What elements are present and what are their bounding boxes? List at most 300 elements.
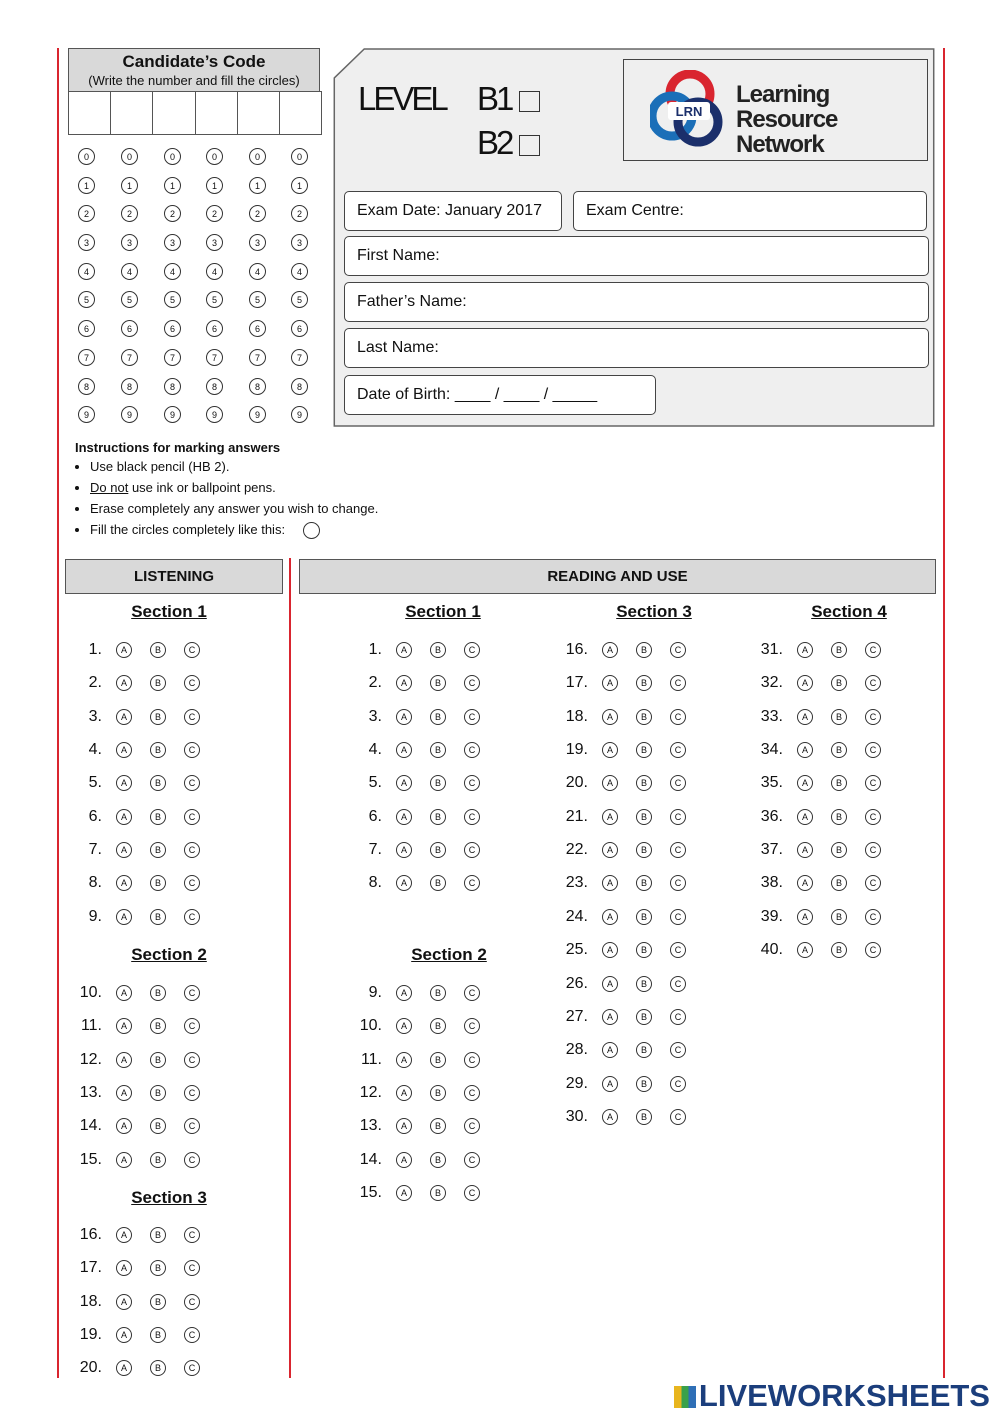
answer-bubble-b[interactable]: B bbox=[831, 675, 847, 691]
code-box[interactable] bbox=[153, 91, 195, 135]
answer-bubble-a[interactable]: A bbox=[116, 909, 132, 925]
listening-header: LISTENING bbox=[65, 559, 283, 594]
question-number: 29. bbox=[565, 1074, 588, 1092]
digit-bubble-7[interactable]: 7 bbox=[291, 349, 308, 366]
answer-bubble-a[interactable]: A bbox=[396, 1118, 412, 1134]
answer-bubble-c[interactable]: C bbox=[670, 775, 686, 791]
last-name-field[interactable]: Last Name: bbox=[344, 328, 929, 368]
answer-bubble-a[interactable]: A bbox=[116, 675, 132, 691]
fathers-name-field[interactable]: Father’s Name: bbox=[344, 282, 929, 322]
answer-bubble-c[interactable]: C bbox=[865, 675, 881, 691]
answer-bubble-b[interactable]: B bbox=[150, 1260, 166, 1276]
answer-bubble-a[interactable]: A bbox=[116, 1052, 132, 1068]
answer-bubble-a[interactable]: A bbox=[396, 775, 412, 791]
answer-bubble-b[interactable]: B bbox=[150, 809, 166, 825]
answer-bubble-a[interactable]: A bbox=[116, 1118, 132, 1134]
answer-bubble-b[interactable]: B bbox=[430, 809, 446, 825]
answer-bubble-b[interactable]: B bbox=[430, 742, 446, 758]
question-number: 11. bbox=[80, 1017, 102, 1035]
digit-bubble-7[interactable]: 7 bbox=[249, 349, 266, 366]
answer-bubble-c[interactable]: C bbox=[865, 909, 881, 925]
digit-bubble-6[interactable]: 6 bbox=[206, 320, 223, 337]
question-row bbox=[554, 940, 704, 960]
answer-bubble-c[interactable]: C bbox=[184, 1360, 200, 1376]
answer-bubble-c[interactable]: C bbox=[865, 642, 881, 658]
answer-bubble-b[interactable]: B bbox=[636, 976, 652, 992]
answer-bubble-b[interactable]: B bbox=[636, 1109, 652, 1125]
answer-bubble-a[interactable]: A bbox=[396, 1052, 412, 1068]
answer-bubble-b[interactable]: B bbox=[636, 675, 652, 691]
question-row bbox=[348, 740, 498, 760]
answer-bubble-b[interactable]: B bbox=[430, 775, 446, 791]
answer-bubble-a[interactable]: A bbox=[396, 675, 412, 691]
logo-box bbox=[623, 59, 928, 161]
answer-bubble-a[interactable]: A bbox=[602, 642, 618, 658]
digit-bubble-5[interactable]: 5 bbox=[121, 291, 138, 308]
answer-bubble-b[interactable]: B bbox=[430, 1052, 446, 1068]
answer-bubble-c[interactable]: C bbox=[670, 909, 686, 925]
question-number: 8. bbox=[88, 874, 102, 892]
digit-bubble-0[interactable]: 0 bbox=[249, 148, 266, 165]
answer-bubble-c[interactable]: C bbox=[670, 1009, 686, 1025]
question-row bbox=[68, 873, 218, 893]
first-name-field[interactable]: First Name: bbox=[344, 236, 929, 276]
digit-bubble-6[interactable]: 6 bbox=[78, 320, 95, 337]
answer-bubble-a[interactable]: A bbox=[797, 642, 813, 658]
digit-bubble-8[interactable]: 8 bbox=[291, 378, 308, 395]
answer-bubble-a[interactable]: A bbox=[396, 1185, 412, 1201]
answer-bubble-b[interactable]: B bbox=[831, 809, 847, 825]
watermark-text: LIVEWORKSHEETS bbox=[698, 1378, 990, 1413]
answer-bubble-c[interactable]: C bbox=[670, 942, 686, 958]
answer-bubble-c[interactable]: C bbox=[865, 775, 881, 791]
digit-bubble-0[interactable]: 0 bbox=[206, 148, 223, 165]
logo-badge-text: LRN bbox=[675, 104, 703, 119]
answer-bubble-b[interactable]: B bbox=[150, 675, 166, 691]
digit-bubble-9[interactable]: 9 bbox=[78, 406, 95, 423]
digit-bubble-8[interactable]: 8 bbox=[206, 378, 223, 395]
answer-bubble-a[interactable]: A bbox=[396, 709, 412, 725]
answer-bubble-c[interactable]: C bbox=[184, 642, 200, 658]
listening-section-1-title: Section 1 bbox=[131, 602, 207, 621]
question-number: 13. bbox=[359, 1117, 382, 1135]
digit-bubble-3[interactable]: 3 bbox=[206, 234, 223, 251]
exam-date-field[interactable]: Exam Date: January 2017 bbox=[344, 191, 562, 231]
answer-bubble-b[interactable]: B bbox=[150, 985, 166, 1001]
answer-bubble-c[interactable]: C bbox=[670, 742, 686, 758]
answer-bubble-c[interactable]: C bbox=[184, 1294, 200, 1310]
code-box[interactable] bbox=[68, 91, 111, 135]
answer-bubble-b[interactable]: B bbox=[636, 709, 652, 725]
answer-bubble-c[interactable]: C bbox=[670, 875, 686, 891]
question-row bbox=[554, 707, 704, 727]
answer-bubble-c[interactable]: C bbox=[670, 709, 686, 725]
answer-bubble-c[interactable]: C bbox=[464, 809, 480, 825]
answer-bubble-a[interactable]: A bbox=[116, 1260, 132, 1276]
digit-bubble-2[interactable]: 2 bbox=[249, 205, 266, 222]
answer-bubble-b[interactable]: B bbox=[430, 675, 446, 691]
question-number: 31. bbox=[760, 641, 783, 658]
answer-bubble-b[interactable]: B bbox=[430, 1118, 446, 1134]
answer-bubble-c[interactable]: C bbox=[184, 1118, 200, 1134]
digit-bubble-7[interactable]: 7 bbox=[121, 349, 138, 366]
answer-bubble-a[interactable]: A bbox=[116, 742, 132, 758]
answer-bubble-b[interactable]: B bbox=[430, 842, 446, 858]
digit-bubble-1[interactable]: 1 bbox=[249, 177, 266, 194]
digit-bubble-5[interactable]: 5 bbox=[164, 291, 181, 308]
answer-bubble-a[interactable]: A bbox=[602, 675, 618, 691]
digit-bubble-7[interactable]: 7 bbox=[206, 349, 223, 366]
answer-bubble-c[interactable]: C bbox=[184, 809, 200, 825]
question-row bbox=[749, 707, 899, 727]
answer-bubble-b[interactable]: B bbox=[430, 1085, 446, 1101]
question-row bbox=[68, 1050, 218, 1070]
answer-bubble-c[interactable]: C bbox=[865, 742, 881, 758]
answer-bubble-a[interactable]: A bbox=[797, 942, 813, 958]
code-box[interactable] bbox=[196, 91, 238, 135]
answer-bubble-a[interactable]: A bbox=[602, 1009, 618, 1025]
answer-bubble-b[interactable]: B bbox=[150, 642, 166, 658]
digit-bubble-5[interactable]: 5 bbox=[291, 291, 308, 308]
answer-bubble-c[interactable]: C bbox=[184, 1260, 200, 1276]
answer-bubble-b[interactable]: B bbox=[150, 775, 166, 791]
example-circle-icon bbox=[303, 522, 320, 539]
level-b1-checkbox[interactable] bbox=[519, 91, 540, 112]
answer-bubble-c[interactable]: C bbox=[184, 1327, 200, 1343]
answer-bubble-b[interactable]: B bbox=[150, 1052, 166, 1068]
answer-bubble-c[interactable]: C bbox=[184, 775, 200, 791]
answer-bubble-b[interactable]: B bbox=[430, 985, 446, 1001]
question-number: 6. bbox=[368, 807, 382, 825]
answer-bubble-a[interactable]: A bbox=[602, 1076, 618, 1092]
answer-bubble-c[interactable]: C bbox=[464, 642, 480, 658]
question-number: 5. bbox=[368, 774, 382, 792]
answer-bubble-a[interactable]: A bbox=[797, 842, 813, 858]
digit-bubble-9[interactable]: 9 bbox=[291, 406, 308, 423]
answer-bubble-c[interactable]: C bbox=[670, 976, 686, 992]
answer-bubble-c[interactable]: C bbox=[865, 875, 881, 891]
answer-bubble-a[interactable]: A bbox=[797, 875, 813, 891]
answer-bubble-c[interactable]: C bbox=[464, 709, 480, 725]
digit-bubble-1[interactable]: 1 bbox=[291, 177, 308, 194]
answer-bubble-c[interactable]: C bbox=[464, 1185, 480, 1201]
answer-bubble-b[interactable]: B bbox=[150, 842, 166, 858]
answer-bubble-a[interactable]: A bbox=[116, 1018, 132, 1034]
question-number: 30. bbox=[565, 1107, 588, 1125]
digit-bubble-9[interactable]: 9 bbox=[164, 406, 181, 423]
digit-bubble-1[interactable]: 1 bbox=[206, 177, 223, 194]
answer-bubble-b[interactable]: B bbox=[636, 1042, 652, 1058]
digit-bubble-0[interactable]: 0 bbox=[78, 148, 95, 165]
question-number: 3. bbox=[368, 707, 382, 725]
digit-bubble-8[interactable]: 8 bbox=[249, 378, 266, 395]
question-row bbox=[348, 873, 498, 893]
answer-bubble-b[interactable]: B bbox=[150, 1085, 166, 1101]
answer-bubble-c[interactable]: C bbox=[865, 942, 881, 958]
answer-bubble-a[interactable]: A bbox=[396, 1085, 412, 1101]
digit-bubble-2[interactable]: 2 bbox=[78, 205, 95, 222]
answer-bubble-a[interactable]: A bbox=[602, 842, 618, 858]
answer-bubble-b[interactable]: B bbox=[150, 1018, 166, 1034]
digit-bubble-6[interactable]: 6 bbox=[164, 320, 181, 337]
digit-bubble-9[interactable]: 9 bbox=[206, 406, 223, 423]
digit-bubble-6[interactable]: 6 bbox=[249, 320, 266, 337]
answer-bubble-c[interactable]: C bbox=[670, 809, 686, 825]
answer-bubble-a[interactable]: A bbox=[116, 642, 132, 658]
question-row bbox=[348, 1083, 498, 1103]
question-row bbox=[348, 773, 498, 793]
answer-bubble-b[interactable]: B bbox=[831, 775, 847, 791]
candidate-code-boxes bbox=[68, 91, 322, 135]
answer-bubble-b[interactable]: B bbox=[150, 875, 166, 891]
digit-bubble-8[interactable]: 8 bbox=[164, 378, 181, 395]
answer-bubble-a[interactable]: A bbox=[797, 742, 813, 758]
digit-bubble-7[interactable]: 7 bbox=[164, 349, 181, 366]
digit-bubble-9[interactable]: 9 bbox=[121, 406, 138, 423]
answer-bubble-a[interactable]: A bbox=[116, 1360, 132, 1376]
answer-bubble-a[interactable]: A bbox=[602, 909, 618, 925]
answer-bubble-c[interactable]: C bbox=[670, 1109, 686, 1125]
answer-bubble-c[interactable]: C bbox=[184, 1018, 200, 1034]
answer-bubble-b[interactable]: B bbox=[430, 709, 446, 725]
answer-bubble-b[interactable]: B bbox=[150, 709, 166, 725]
answer-bubble-c[interactable]: C bbox=[865, 842, 881, 858]
answer-bubble-a[interactable]: A bbox=[797, 775, 813, 791]
digit-bubble-6[interactable]: 6 bbox=[121, 320, 138, 337]
answer-bubble-c[interactable]: C bbox=[670, 1076, 686, 1092]
answer-bubble-b[interactable]: B bbox=[636, 942, 652, 958]
answer-bubble-c[interactable]: C bbox=[865, 709, 881, 725]
digit-bubble-4[interactable]: 4 bbox=[249, 263, 266, 280]
answer-bubble-a[interactable]: A bbox=[602, 1109, 618, 1125]
answer-bubble-a[interactable]: A bbox=[116, 709, 132, 725]
question-row bbox=[348, 673, 498, 693]
code-box[interactable] bbox=[280, 91, 322, 135]
answer-bubble-a[interactable]: A bbox=[116, 1294, 132, 1310]
answer-bubble-a[interactable]: A bbox=[116, 875, 132, 891]
digit-bubble-2[interactable]: 2 bbox=[164, 205, 181, 222]
answer-bubble-c[interactable]: C bbox=[464, 1118, 480, 1134]
answer-bubble-a[interactable]: A bbox=[797, 709, 813, 725]
digit-bubble-0[interactable]: 0 bbox=[164, 148, 181, 165]
question-number: 17. bbox=[79, 1259, 102, 1277]
digit-bubble-4[interactable]: 4 bbox=[164, 263, 181, 280]
answer-bubble-b[interactable]: B bbox=[150, 909, 166, 925]
digit-bubble-5[interactable]: 5 bbox=[78, 291, 95, 308]
digit-bubble-2[interactable]: 2 bbox=[121, 205, 138, 222]
answer-bubble-a[interactable]: A bbox=[116, 775, 132, 791]
question-number: 23. bbox=[565, 874, 588, 892]
answer-bubble-a[interactable]: A bbox=[602, 1042, 618, 1058]
question-row bbox=[68, 1016, 218, 1036]
answer-bubble-b[interactable]: B bbox=[831, 875, 847, 891]
answer-bubble-b[interactable]: B bbox=[636, 842, 652, 858]
answer-bubble-b[interactable]: B bbox=[430, 875, 446, 891]
answer-bubble-c[interactable]: C bbox=[184, 875, 200, 891]
level-b2-checkbox[interactable] bbox=[519, 135, 540, 156]
answer-bubble-b[interactable]: B bbox=[150, 1227, 166, 1243]
answer-bubble-c[interactable]: C bbox=[464, 1052, 480, 1068]
answer-bubble-a[interactable]: A bbox=[797, 909, 813, 925]
answer-bubble-b[interactable]: B bbox=[831, 942, 847, 958]
question-number: 7. bbox=[368, 841, 382, 859]
reading-section-4-title: Section 4 bbox=[811, 602, 887, 621]
answer-bubble-b[interactable]: B bbox=[430, 1152, 446, 1168]
answer-bubble-a[interactable]: A bbox=[396, 1018, 412, 1034]
instructions-title: Instructions for marking answers bbox=[75, 440, 281, 455]
answer-bubble-c[interactable]: C bbox=[464, 775, 480, 791]
answer-bubble-c[interactable]: C bbox=[184, 1052, 200, 1068]
answer-bubble-b[interactable]: B bbox=[150, 742, 166, 758]
digit-bubble-4[interactable]: 4 bbox=[78, 263, 95, 280]
answer-bubble-b[interactable]: B bbox=[150, 1294, 166, 1310]
answer-bubble-a[interactable]: A bbox=[797, 675, 813, 691]
answer-bubble-c[interactable]: C bbox=[670, 842, 686, 858]
answer-bubble-b[interactable]: B bbox=[150, 1360, 166, 1376]
answer-bubble-c[interactable]: C bbox=[464, 875, 480, 891]
exam-centre-field[interactable]: Exam Centre: bbox=[573, 191, 927, 231]
answer-bubble-b[interactable]: B bbox=[831, 709, 847, 725]
answer-bubble-a[interactable]: A bbox=[116, 1085, 132, 1101]
answer-bubble-a[interactable]: A bbox=[116, 1227, 132, 1243]
digit-bubble-0[interactable]: 0 bbox=[121, 148, 138, 165]
question-row bbox=[68, 707, 218, 727]
answer-bubble-b[interactable]: B bbox=[831, 909, 847, 925]
digit-bubble-6[interactable]: 6 bbox=[291, 320, 308, 337]
answer-bubble-a[interactable]: A bbox=[602, 875, 618, 891]
answer-bubble-a[interactable]: A bbox=[116, 842, 132, 858]
code-box[interactable] bbox=[238, 91, 280, 135]
answer-bubble-a[interactable]: A bbox=[396, 875, 412, 891]
digit-bubble-2[interactable]: 2 bbox=[291, 205, 308, 222]
answer-bubble-b[interactable]: B bbox=[831, 642, 847, 658]
answer-bubble-c[interactable]: C bbox=[184, 909, 200, 925]
answer-bubble-c[interactable]: C bbox=[464, 1018, 480, 1034]
answer-bubble-a[interactable]: A bbox=[602, 709, 618, 725]
answer-bubble-c[interactable]: C bbox=[184, 709, 200, 725]
answer-bubble-b[interactable]: B bbox=[636, 809, 652, 825]
answer-bubble-b[interactable]: B bbox=[430, 1185, 446, 1201]
digit-bubble-8[interactable]: 8 bbox=[121, 378, 138, 395]
answer-bubble-b[interactable]: B bbox=[636, 1009, 652, 1025]
answer-bubble-c[interactable]: C bbox=[184, 742, 200, 758]
answer-bubble-b[interactable]: B bbox=[430, 1018, 446, 1034]
answer-bubble-c[interactable]: C bbox=[670, 675, 686, 691]
digit-bubble-3[interactable]: 3 bbox=[78, 234, 95, 251]
answer-bubble-a[interactable]: A bbox=[602, 775, 618, 791]
answer-bubble-c[interactable]: C bbox=[184, 985, 200, 1001]
question-number: 12. bbox=[79, 1050, 102, 1068]
digit-column bbox=[249, 148, 271, 435]
digit-bubble-4[interactable]: 4 bbox=[291, 263, 308, 280]
digit-bubble-3[interactable]: 3 bbox=[249, 234, 266, 251]
digit-bubble-5[interactable]: 5 bbox=[206, 291, 223, 308]
answer-bubble-c[interactable]: C bbox=[464, 742, 480, 758]
question-row bbox=[68, 1258, 218, 1278]
answer-bubble-b[interactable]: B bbox=[636, 742, 652, 758]
question-row bbox=[348, 707, 498, 727]
answer-bubble-a[interactable]: A bbox=[396, 809, 412, 825]
answer-bubble-b[interactable]: B bbox=[831, 842, 847, 858]
question-number: 26. bbox=[565, 974, 588, 992]
digit-bubble-8[interactable]: 8 bbox=[78, 378, 95, 395]
digit-bubble-4[interactable]: 4 bbox=[206, 263, 223, 280]
digit-bubble-7[interactable]: 7 bbox=[78, 349, 95, 366]
answer-bubble-b[interactable]: B bbox=[150, 1327, 166, 1343]
answer-bubble-c[interactable]: C bbox=[184, 1152, 200, 1168]
answer-bubble-b[interactable]: B bbox=[831, 742, 847, 758]
answer-bubble-a[interactable]: A bbox=[116, 985, 132, 1001]
answer-bubble-b[interactable]: B bbox=[636, 909, 652, 925]
answer-bubble-c[interactable]: C bbox=[464, 1085, 480, 1101]
question-row bbox=[554, 673, 704, 693]
digit-bubble-1[interactable]: 1 bbox=[164, 177, 181, 194]
digit-bubble-1[interactable]: 1 bbox=[121, 177, 138, 194]
answer-bubble-c[interactable]: C bbox=[464, 842, 480, 858]
answer-bubble-a[interactable]: A bbox=[602, 742, 618, 758]
digit-bubble-5[interactable]: 5 bbox=[249, 291, 266, 308]
answer-bubble-a[interactable]: A bbox=[396, 742, 412, 758]
answer-bubble-a[interactable]: A bbox=[116, 1152, 132, 1168]
answer-bubble-c[interactable]: C bbox=[464, 985, 480, 1001]
answer-bubble-a[interactable]: A bbox=[396, 642, 412, 658]
level-option-label: B2 bbox=[477, 124, 512, 161]
lrn-logo-icon bbox=[650, 70, 728, 150]
answer-bubble-b[interactable]: B bbox=[150, 1118, 166, 1134]
answer-bubble-b[interactable]: B bbox=[636, 642, 652, 658]
code-box[interactable] bbox=[111, 91, 153, 135]
answer-bubble-a[interactable]: A bbox=[797, 809, 813, 825]
answer-bubble-a[interactable]: A bbox=[116, 1327, 132, 1343]
digit-bubble-9[interactable]: 9 bbox=[249, 406, 266, 423]
answer-bubble-c[interactable]: C bbox=[464, 675, 480, 691]
answer-bubble-c[interactable]: C bbox=[184, 842, 200, 858]
answer-bubble-c[interactable]: C bbox=[865, 809, 881, 825]
answer-bubble-c[interactable]: C bbox=[184, 675, 200, 691]
answer-bubble-b[interactable]: B bbox=[430, 642, 446, 658]
answer-bubble-b[interactable]: B bbox=[636, 1076, 652, 1092]
answer-bubble-c[interactable]: C bbox=[670, 642, 686, 658]
answer-bubble-c[interactable]: C bbox=[184, 1227, 200, 1243]
digit-bubble-3[interactable]: 3 bbox=[291, 234, 308, 251]
question-row bbox=[554, 807, 704, 827]
digit-bubble-3[interactable]: 3 bbox=[121, 234, 138, 251]
digit-bubble-3[interactable]: 3 bbox=[164, 234, 181, 251]
answer-bubble-b[interactable]: B bbox=[636, 875, 652, 891]
digit-column bbox=[164, 148, 186, 435]
answer-bubble-a[interactable]: A bbox=[602, 942, 618, 958]
digit-bubble-1[interactable]: 1 bbox=[78, 177, 95, 194]
answer-bubble-a[interactable]: A bbox=[396, 1152, 412, 1168]
answer-bubble-c[interactable]: C bbox=[184, 1085, 200, 1101]
answer-bubble-c[interactable]: C bbox=[670, 1042, 686, 1058]
answer-bubble-b[interactable]: B bbox=[150, 1152, 166, 1168]
digit-bubble-2[interactable]: 2 bbox=[206, 205, 223, 222]
answer-bubble-a[interactable]: A bbox=[602, 976, 618, 992]
answer-bubble-a[interactable]: A bbox=[116, 809, 132, 825]
question-row bbox=[554, 1074, 704, 1094]
answer-bubble-c[interactable]: C bbox=[464, 1152, 480, 1168]
answer-bubble-a[interactable]: A bbox=[396, 985, 412, 1001]
answer-bubble-a[interactable]: A bbox=[602, 809, 618, 825]
date-of-birth-field[interactable]: Date of Birth: ____ / ____ / _____ bbox=[344, 375, 656, 415]
answer-bubble-a[interactable]: A bbox=[396, 842, 412, 858]
question-number: 36. bbox=[760, 807, 783, 825]
answer-bubble-b[interactable]: B bbox=[636, 775, 652, 791]
question-row bbox=[68, 640, 218, 660]
digit-bubble-4[interactable]: 4 bbox=[121, 263, 138, 280]
digit-bubble-0[interactable]: 0 bbox=[291, 148, 308, 165]
